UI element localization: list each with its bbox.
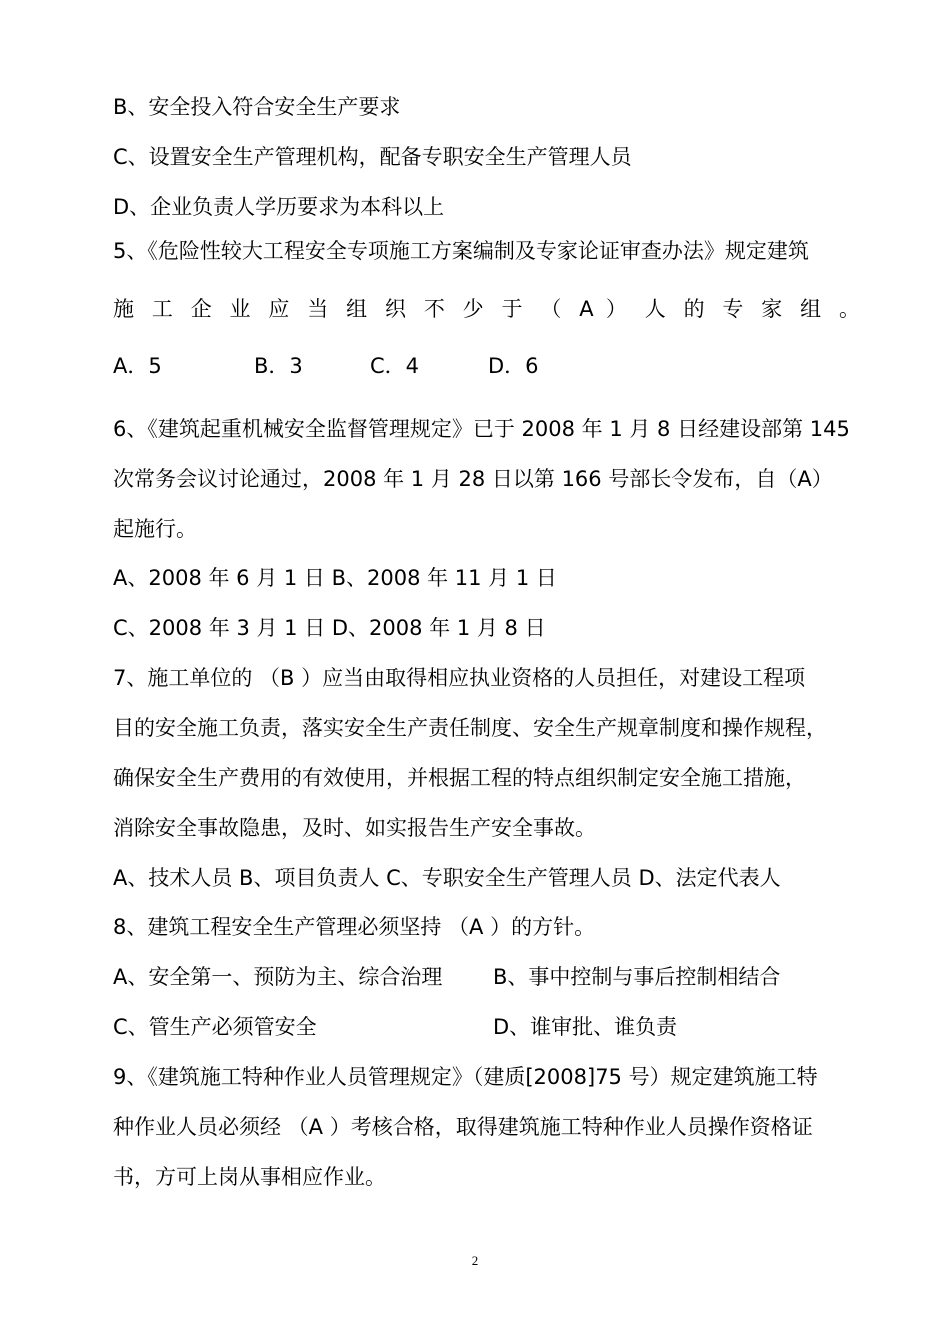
question-8-options-row-1 <box>113 962 860 992</box>
question-7-line-4: 消除安全事故隐患，及时、如实报告生产安全事故。 <box>113 816 596 840</box>
question-6-line-1: 6、《建筑起重机械安全监督管理规定》已于 2008 年 1 月 8 日经建设部第 145 <box>113 417 850 441</box>
question-9-line-1: 9、《建筑施工特种作业人员管理规定》（建质[2008]75 号）规定建筑施工特 <box>113 1065 818 1089</box>
q8-option-a: A、安全第一、预防为主、综合治理 <box>113 965 443 989</box>
q8-option-b: B、事中控制与事后控制相结合 <box>493 965 781 989</box>
question-5-options <box>113 351 813 381</box>
question-5-line-2: 施 工 企 业 应 当 组 织 不 少 于 （ A ） 人 的 专 家 组 。 <box>113 297 860 321</box>
q5-option-a: A．5 <box>113 354 162 378</box>
option-c-line: C、设置安全生产管理机构，配备专职安全生产管理人员 <box>113 145 632 169</box>
question-7-line-1: 7、施工单位的 （B ）应当由取得相应执业资格的人员担任，对建设工程项 <box>113 666 806 690</box>
question-7-line-3: 确保安全生产费用的有效使用，并根据工程的特点组织制定安全施工措施， <box>113 766 806 790</box>
question-8-line-1: 8、建筑工程安全生产管理必须坚持 （A ）的方针。 <box>113 915 596 939</box>
question-9-line-3: 书，方可上岗从事相应作业。 <box>113 1165 386 1189</box>
q5-option-b: B．3 <box>254 354 303 378</box>
question-7-options: A、技术人员 B、项目负责人 C、专职安全生产管理人员 D、法定代表人 <box>113 866 781 890</box>
question-6-line-2: 次常务会议讨论通过，2008 年 1 月 28 日以第 166 号部长令发布，自（A） <box>113 467 833 491</box>
page-number: 2 <box>471 1253 479 1268</box>
question-9-line-2: 种作业人员必须经 （A ）考核合格，取得建筑施工特种作业人员操作资格证 <box>113 1115 813 1139</box>
question-6-options-row-2: C、2008 年 3 月 1 日 D、2008 年 1 月 8 日 <box>113 616 546 640</box>
q5-option-c: C．4 <box>370 354 420 378</box>
option-d-line: D、企业负责人学历要求为本科以上 <box>113 195 445 219</box>
question-6-options-row-1: A、2008 年 6 月 1 日 B、2008 年 11 月 1 日 <box>113 566 557 590</box>
question-5-line-1: 5、《危险性较大工程安全专项施工方案编制及专家论证审查办法》规定建筑 <box>113 239 809 263</box>
q5-option-d: D．6 <box>488 354 539 378</box>
question-7-line-2: 目的安全施工负责，落实安全生产责任制度、安全生产规章制度和操作规程， <box>113 716 827 740</box>
q8-option-c: C、管生产必须管安全 <box>113 1015 317 1039</box>
question-6-line-3: 起施行。 <box>113 517 197 541</box>
question-8-options-row-2 <box>113 1012 860 1042</box>
option-b-line: B、安全投入符合安全生产要求 <box>113 95 401 119</box>
q8-option-d: D、谁审批、谁负责 <box>493 1015 678 1039</box>
